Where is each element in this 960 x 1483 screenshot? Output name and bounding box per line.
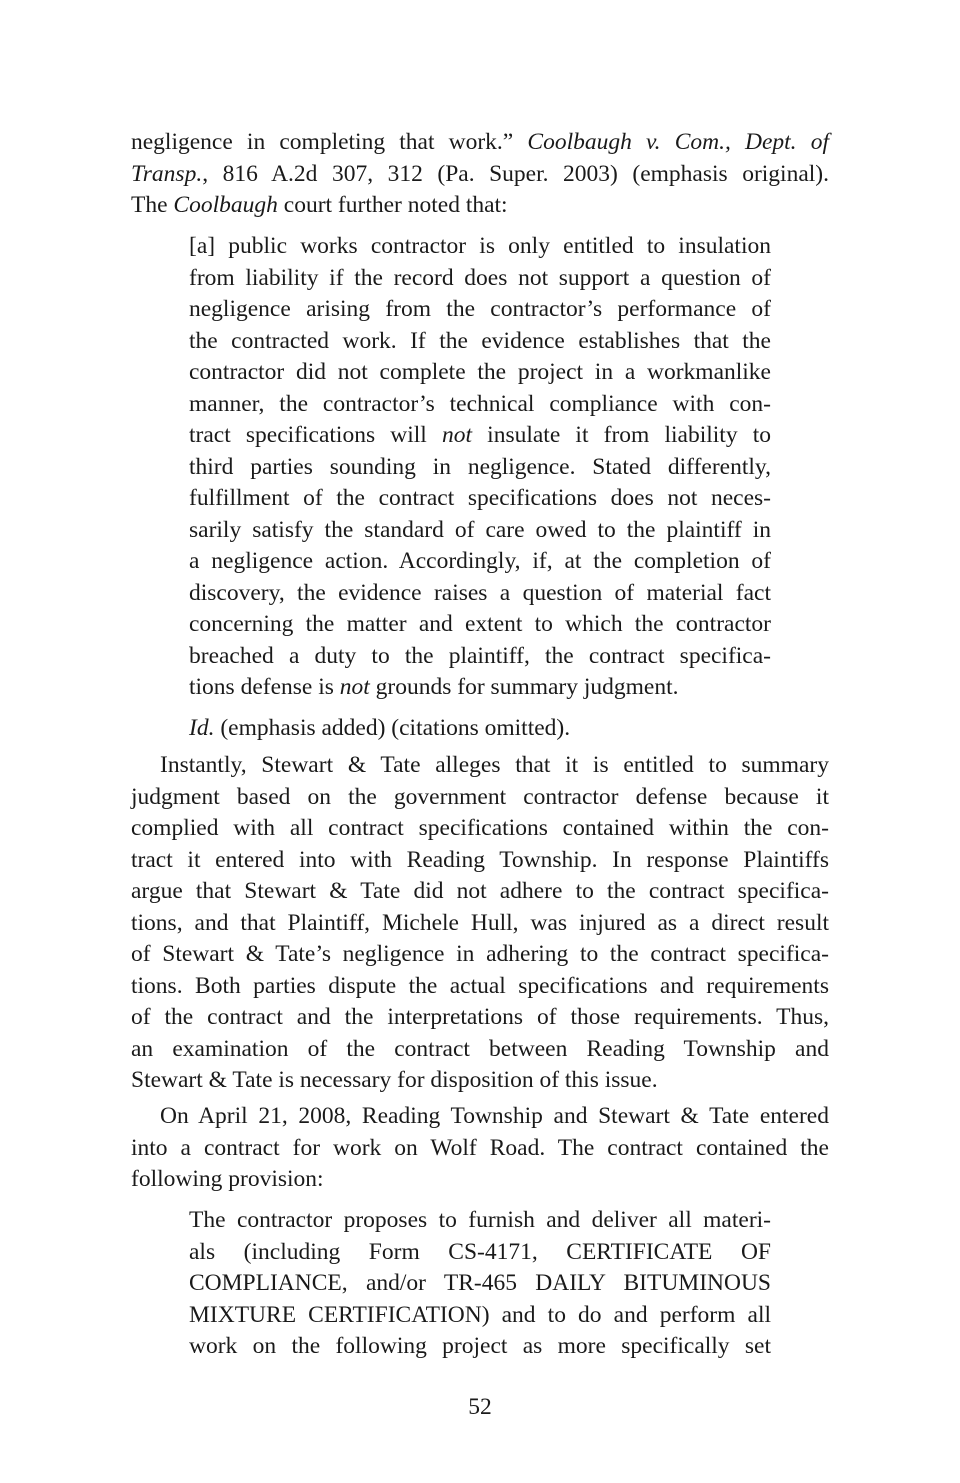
text-segment: tions, and that Plaintiff, Michele Hull, was injured as a direct result: [131, 909, 829, 936]
text-segment: The: [131, 192, 174, 218]
text-line: [131, 1034, 829, 1066]
italic-text: Transp.: [131, 160, 203, 187]
text-segment: negligence in completing that work.”: [131, 129, 528, 155]
text-segment: complied with all contract specifications contained within the con-: [131, 815, 829, 841]
text-segment: On April 21, 2008, Reading Township and Stewart & Tate entered: [160, 1103, 829, 1129]
text-line: [131, 1002, 829, 1034]
text-line: [189, 641, 771, 673]
text-segment: The contractor proposes to furnish and deliver all materi-: [189, 1207, 771, 1233]
citation-id: [189, 713, 771, 745]
text-line: [131, 127, 829, 159]
text-segment: Stewart & Tate is necessary for disposition of this issue.: [131, 1067, 658, 1093]
text-line: [131, 1133, 829, 1165]
text-line: [189, 672, 771, 704]
text-line: [189, 420, 771, 452]
text-segment: tions. Both parties dispute the actual specifications and requirements: [131, 972, 829, 999]
text-line: [131, 1065, 829, 1097]
text-line: [189, 609, 771, 641]
text-line: [131, 1164, 829, 1196]
text-segment: from liability if the record does not support a question of: [189, 264, 771, 291]
text-line: [189, 1268, 771, 1300]
text-line: [131, 782, 829, 814]
text-line: [131, 939, 829, 971]
text-segment: an examination of the contract between Reading Township and: [131, 1035, 829, 1062]
text-segment: [a] public works contractor is only entitled to insulation: [189, 233, 771, 259]
para-april: [131, 1101, 829, 1196]
text-segment: tract it entered into with Reading Township. In response Plaintiffs: [131, 846, 829, 873]
text-segment: following provision:: [131, 1166, 324, 1192]
text-segment: tract specifications will: [189, 422, 442, 448]
block-quote-contract: [189, 1205, 771, 1363]
text-segment: a negligence action. Accordingly, if, at the completion of: [189, 548, 771, 574]
text-line: [131, 750, 829, 782]
text-segment: negligence arising from the contractor’s performance of: [189, 296, 771, 322]
text-line: [189, 294, 771, 326]
italic-text: not: [441, 422, 473, 448]
text-segment: sarily satisfy the standard of care owed to the plaintiff in: [189, 516, 771, 543]
text-segment: , 816 A.2d 307, 312 (Pa. Super. 2003) (emphasis original).: [202, 160, 829, 187]
text-line: [189, 357, 771, 389]
italic-text: Id.: [189, 715, 215, 741]
text-line: [189, 1205, 771, 1237]
text-line: [189, 389, 771, 421]
text-segment: tions defense is: [189, 674, 340, 700]
text-segment: grounds for summary judgment.: [369, 674, 679, 700]
text-line: [189, 231, 771, 263]
text-line: [189, 713, 771, 745]
text-segment: the contracted work. If the evidence establishes that the: [189, 327, 771, 354]
text-line: [189, 1331, 771, 1363]
text-line: [189, 546, 771, 578]
text-line: [131, 1101, 829, 1133]
text-segment: third parties sounding in negligence. Stated differently,: [189, 453, 771, 480]
text-line: [189, 515, 771, 547]
text-line: [131, 908, 829, 940]
text-line: [189, 452, 771, 484]
text-segment: als (including Form CS-4171, CERTIFICATE OF: [189, 1238, 771, 1265]
text-segment: argue that Stewart & Tate did not adhere to the contract specifica-: [131, 878, 829, 904]
text-line: [131, 159, 829, 191]
para-continued: [131, 127, 829, 222]
text-segment: manner, the contractor’s technical compliance with con-: [189, 390, 771, 417]
text-segment: into a contract for work on Wolf Road. The contract contained the: [131, 1134, 829, 1161]
italic-text: not: [339, 674, 370, 700]
text-line: [189, 1300, 771, 1332]
text-segment: contractor did not complete the project in a workmanlike: [189, 359, 771, 385]
text-segment: Instantly, Stewart & Tate alleges that it is entitled to summary: [160, 752, 829, 778]
text-segment: COMPLIANCE, and/or TR-465 DAILY BITUMINOUS: [189, 1270, 771, 1296]
text-segment: insulate it from liability to: [472, 422, 772, 448]
text-segment: MIXTURE CERTIFICATION) and to do and perform all: [189, 1301, 771, 1328]
italic-text: Coolbaugh v. Com., Dept. of: [527, 129, 829, 155]
text-line: [131, 813, 829, 845]
italic-text: Coolbaugh: [173, 192, 278, 218]
text-segment: (emphasis added) (citations omitted).: [214, 715, 571, 741]
para-instantly: [131, 750, 829, 1097]
text-segment: judgment based on the government contractor defense because it: [131, 783, 829, 810]
text-line: [131, 971, 829, 1003]
page-number: 52: [468, 1394, 492, 1420]
text-line: [131, 845, 829, 877]
text-segment: breached a duty to the plaintiff, the contract specifica-: [189, 642, 771, 669]
text-segment: fulfillment of the contract specifications does not neces-: [189, 485, 771, 511]
text-line: [131, 190, 829, 222]
text-segment: discovery, the evidence raises a question of material fact: [189, 579, 771, 606]
text-line: [189, 1237, 771, 1269]
text-segment: work on the following project as more specifically set: [189, 1333, 771, 1359]
text-segment: court further noted that:: [277, 192, 508, 218]
text-segment: of Stewart & Tate’s negligence in adhering to the contract specifica-: [131, 941, 829, 967]
block-quote-coolbaugh: [189, 231, 771, 704]
text-segment: of the contract and the interpretations of those requirements. Thus,: [131, 1004, 829, 1030]
text-segment: concerning the matter and extent to which the contractor: [189, 611, 771, 637]
text-line: [189, 263, 771, 295]
text-line: [131, 876, 829, 908]
text-line: [189, 326, 771, 358]
text-line: [189, 483, 771, 515]
text-line: [189, 578, 771, 610]
